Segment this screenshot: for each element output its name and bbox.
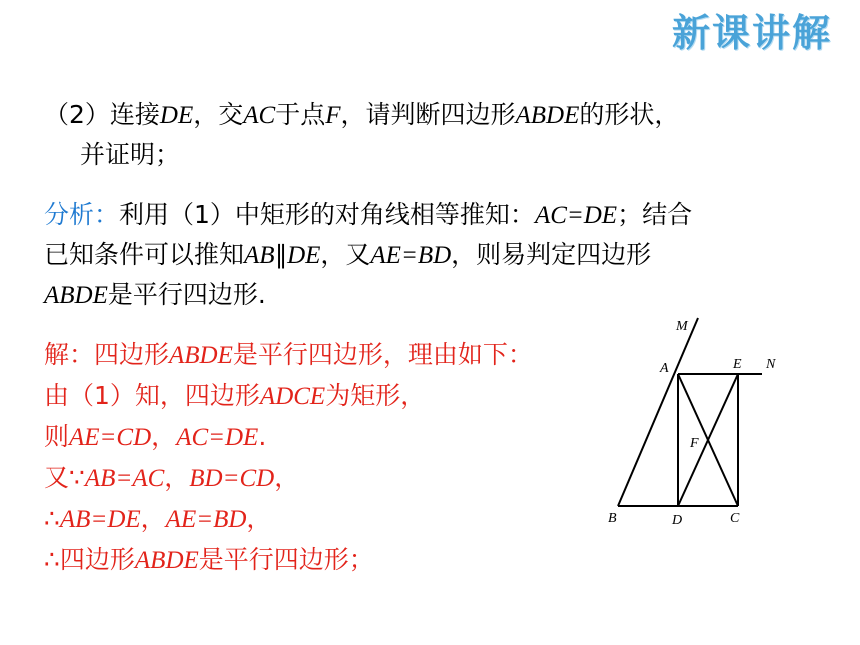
math-quadrilateral: ABDE — [44, 282, 108, 309]
solution-text: ， — [151, 422, 177, 451]
analysis-text: 是平行四边形. — [107, 280, 266, 309]
solution-text: 则 — [44, 422, 70, 451]
solution-line-6 — [44, 545, 374, 576]
math-segment: DE — [159, 102, 194, 129]
solution-text: ， — [164, 463, 190, 492]
solution-text: 为矩形， — [325, 381, 426, 410]
label-b: B — [608, 511, 617, 526]
therefore-symbol: ∴ — [44, 504, 60, 533]
math-quadrilateral: ABDE — [169, 342, 233, 369]
math-segment: AC — [243, 102, 276, 129]
question-line-2: 并证明； — [80, 140, 181, 169]
solution-text: 是平行四边形，理由如下： — [232, 340, 533, 369]
solution-text: . — [258, 422, 267, 451]
analysis-text: ，则易判定四边形 — [451, 240, 652, 269]
math-expression: AC=DE — [534, 202, 618, 229]
label-a: A — [660, 361, 669, 376]
math-quadrilateral: ABDE — [134, 547, 199, 574]
solution-text: 解：四边形 — [44, 340, 170, 369]
question-text: 于点 — [275, 100, 326, 129]
geometry-diagram — [600, 306, 790, 528]
math-expression: BD=CD — [189, 465, 275, 492]
solution-text: ∴四边形 — [44, 545, 135, 574]
solution-text: ， — [246, 504, 272, 533]
solution-line-3 — [44, 422, 266, 453]
math-segment: AB — [244, 242, 275, 269]
solution-text: ， — [274, 463, 300, 492]
analysis-line-2 — [44, 240, 651, 271]
math-segment: DE — [287, 242, 321, 269]
math-expression: AE=BD — [165, 506, 247, 533]
math-expression: AC=DE — [176, 424, 259, 451]
analysis-text: 利用（1）中矩形的对角线相等推知： — [119, 200, 535, 229]
question-text: 的形状， — [579, 100, 680, 129]
analysis-text: ，又 — [320, 240, 371, 269]
math-expression: AB=AC — [84, 465, 165, 492]
label-m: M — [676, 319, 688, 334]
solution-line-1 — [44, 340, 533, 371]
math-expression: AB=DE — [59, 506, 141, 533]
analysis-line-3 — [44, 280, 266, 311]
question-text: ，请判断四边形 — [340, 100, 516, 129]
solution-text: 是平行四边形； — [198, 545, 374, 574]
question-line-1 — [44, 100, 679, 131]
question-text: （2）连接 — [44, 100, 160, 129]
solution-text: 又∵ — [44, 463, 85, 492]
analysis-text: 已知条件可以推知 — [44, 240, 245, 269]
solution-line-5 — [44, 504, 271, 535]
solution-line-4 — [44, 463, 299, 494]
analysis-text: ；结合 — [617, 200, 693, 229]
question-text: ，交 — [193, 100, 244, 129]
math-quadrilateral: ADCE — [259, 383, 326, 410]
analysis-label: 分析： — [44, 200, 120, 229]
math-expression: AE=CD — [69, 424, 152, 451]
section-title: 新课讲解 — [671, 11, 832, 55]
label-e: E — [733, 357, 742, 372]
math-expression: AE=BD — [370, 242, 452, 269]
solution-text: 由（1）知，四边形 — [44, 381, 260, 410]
math-quadrilateral: ABDE — [515, 102, 580, 129]
math-point: F — [325, 102, 341, 129]
label-n: N — [766, 357, 776, 372]
analysis-line-1 — [44, 200, 692, 231]
label-c: C — [730, 511, 740, 526]
label-d: D — [672, 513, 683, 528]
label-f: F — [690, 436, 699, 451]
line-ab-extended — [618, 318, 698, 506]
parallel-symbol: ∥ — [274, 240, 288, 269]
solution-line-2 — [44, 381, 425, 412]
solution-text: ， — [140, 504, 166, 533]
